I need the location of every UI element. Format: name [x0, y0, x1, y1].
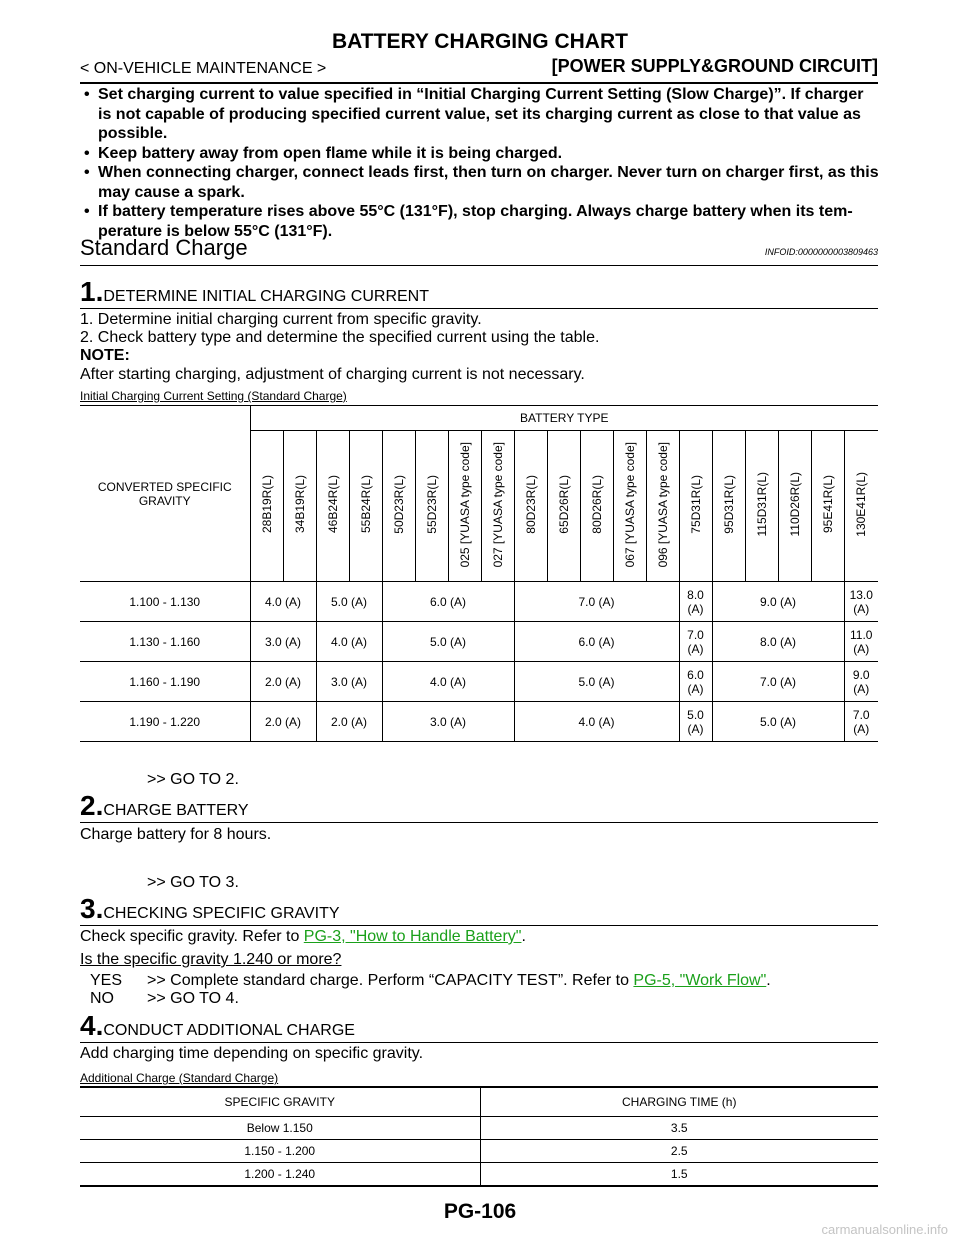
battery-type-label: 50D23R(L) — [391, 475, 406, 534]
current-cell: 2.0 (A) — [250, 702, 316, 742]
battery-type-header-cell — [580, 431, 613, 582]
table-row — [80, 1163, 878, 1187]
table-caption: Initial Charging Current Setting (Standard Charge) — [80, 389, 347, 403]
page-title: BATTERY CHARGING CHART — [332, 30, 628, 53]
current-cell — [844, 622, 878, 662]
step-number: 4. — [80, 1010, 104, 1041]
table-caption: Additional Charge (Standard Charge) — [80, 1071, 279, 1085]
battery-type-header-cell — [712, 431, 745, 582]
battery-type-header-cell — [316, 431, 349, 582]
battery-type-label: 80D26R(L) — [589, 475, 604, 534]
table-row — [80, 1117, 878, 1140]
header-divider — [80, 82, 878, 84]
current-cell: 2.0 (A) — [250, 662, 316, 702]
current-value: 13.0 — [849, 587, 873, 602]
gravity-cell: 1.100 - 1.130 — [80, 582, 250, 622]
battery-type-header-cell — [745, 431, 778, 582]
gravity-cell: 1.150 - 1.200 — [80, 1140, 480, 1163]
current-value: 9.0 — [852, 667, 870, 682]
time-cell: 2.5 — [480, 1140, 878, 1163]
step-title: CONDUCT ADDITIONAL CHARGE — [103, 1022, 355, 1039]
current-cell: 3.0 (A) — [250, 622, 316, 662]
current-cell: 4.0 (A) — [382, 662, 514, 702]
current-cell — [844, 582, 878, 622]
step-number: 1. — [80, 276, 104, 307]
battery-type-label: 027 [YUASA type code] — [490, 441, 505, 568]
battery-type-label: 025 [YUASA type code] — [457, 441, 472, 568]
page-number: PG-106 — [443, 1200, 517, 1223]
step-3-text-post: . — [521, 928, 526, 945]
battery-type-header-cell — [250, 431, 283, 582]
battery-type-label: 130E41R(L) — [854, 472, 869, 537]
battery-type-header-cell — [844, 431, 878, 582]
current-cell: 2.0 (A) — [316, 702, 382, 742]
header-circuit-label: [POWER SUPPLY&GROUND CIRCUIT] — [551, 56, 878, 76]
current-cell — [844, 662, 878, 702]
gravity-cell: 1.200 - 1.240 — [80, 1163, 480, 1187]
yes-text-pre: >> Complete standard charge. Perform “CAPACITY TEST”. Refer to — [147, 972, 634, 989]
step-3-text — [80, 928, 526, 946]
table-row — [80, 662, 878, 702]
current-cell — [679, 582, 712, 622]
table-row — [80, 1140, 878, 1163]
battery-type-label: 55D23R(L) — [424, 475, 439, 534]
battery-type-header-cell — [679, 431, 712, 582]
battery-type-label: 46B24R(L) — [325, 475, 340, 534]
current-unit: (A) — [853, 641, 870, 656]
battery-type-header-cell — [349, 431, 382, 582]
time-cell: 1.5 — [480, 1163, 878, 1187]
current-cell: 5.0 (A) — [316, 582, 382, 622]
battery-type-label: 95E41R(L) — [820, 475, 835, 534]
current-cell: 8.0 (A) — [712, 622, 844, 662]
battery-type-label: 80D23R(L) — [523, 475, 538, 534]
note-label: NOTE: — [80, 347, 130, 364]
step-title: CHARGE BATTERY — [103, 802, 249, 819]
step-title: DETERMINE INITIAL CHARGING CURRENT — [103, 288, 430, 305]
current-cell: 6.0 (A) — [514, 622, 679, 662]
current-unit: (A) — [853, 681, 870, 696]
step-3-heading — [80, 893, 878, 926]
current-cell — [844, 702, 878, 742]
header-section-label: < ON-VEHICLE MAINTENANCE > — [80, 60, 327, 77]
battery-type-label: 65D26R(L) — [556, 475, 571, 534]
battery-type-label: 096 [YUASA type code] — [655, 441, 670, 568]
yes-label: YES — [90, 972, 123, 989]
step-2-heading — [80, 790, 878, 823]
battery-type-label: 28B19R(L) — [259, 475, 274, 534]
table-row — [80, 702, 878, 742]
step-1-line-2: 2. Check battery type and determine the specified current using the table. — [80, 329, 600, 346]
note-text: After starting charging, adjustment of charging current is not necessary. — [80, 366, 585, 383]
table-row — [80, 622, 878, 662]
battery-type-label: 067 [YUASA type code] — [622, 441, 637, 568]
gravity-column-header: CONVERTED SPECIFIC GRAVITY — [80, 406, 250, 582]
link-how-to-handle-battery[interactable]: PG-3, "How to Handle Battery" — [303, 928, 522, 945]
battery-type-header-cell — [613, 431, 646, 582]
battery-type-header-cell — [415, 431, 448, 582]
current-unit: (A) — [687, 641, 704, 656]
current-unit: (A) — [687, 681, 704, 696]
goto-step-2: >> GO TO 2. — [147, 771, 239, 788]
warning-item: • When connecting charger, connect leads first, then turn on charger. Never turn on charger first, as this may cause a spark. — [80, 163, 880, 202]
no-answer: >> GO TO 4. — [147, 990, 239, 1007]
time-cell: 3.5 — [480, 1117, 878, 1140]
current-cell: 6.0 (A) — [382, 582, 514, 622]
additional-charge-table — [80, 1086, 878, 1187]
header-charging-time: CHARGING TIME (h) — [480, 1087, 878, 1117]
battery-type-label: 75D31R(L) — [688, 475, 703, 534]
initial-charging-current-table — [80, 405, 878, 742]
current-cell: 4.0 (A) — [250, 582, 316, 622]
battery-type-label: 95D31R(L) — [721, 475, 736, 534]
warning-item: • Set charging current to value specified in “Initial Charging Current Setting (Slow Charge)”. If charger is not capable of producing specified current value, set its charging current as close to that value as possible. — [80, 85, 880, 144]
gravity-cell: Below 1.150 — [80, 1117, 480, 1140]
current-unit: (A) — [853, 601, 870, 616]
table-header-row — [80, 1087, 878, 1117]
current-unit: (A) — [687, 721, 704, 736]
watermark: carmanualsonline.info — [821, 1222, 948, 1237]
current-unit: (A) — [687, 601, 704, 616]
current-cell: 7.0 (A) — [712, 662, 844, 702]
battery-type-header-cell — [481, 431, 514, 582]
step-4-heading — [80, 1010, 878, 1043]
current-value: 7.0 — [852, 707, 870, 722]
info-id: INFOID:0000000003809463 — [764, 247, 878, 257]
gravity-cell: 1.130 - 1.160 — [80, 622, 250, 662]
current-cell — [679, 702, 712, 742]
step-title: CHECKING SPECIFIC GRAVITY — [103, 905, 340, 922]
battery-type-header-cell — [811, 431, 844, 582]
step-number: 2. — [80, 790, 104, 821]
gravity-cell: 1.190 - 1.220 — [80, 702, 250, 742]
warning-item: • Keep battery away from open flame while it is being charged. — [80, 144, 880, 164]
warning-list — [80, 85, 880, 241]
battery-type-label: 55B24R(L) — [358, 475, 373, 534]
gravity-cell: 1.160 - 1.190 — [80, 662, 250, 702]
current-unit: (A) — [853, 721, 870, 736]
current-cell: 4.0 (A) — [514, 702, 679, 742]
battery-type-label: 115D31R(L) — [754, 472, 769, 537]
current-cell: 4.0 (A) — [316, 622, 382, 662]
battery-type-header-cell — [514, 431, 547, 582]
section-divider — [80, 265, 878, 266]
step-3-question: Is the specific gravity 1.240 or more? — [80, 951, 342, 968]
current-value: 11.0 — [850, 627, 873, 642]
battery-type-label: 110D26R(L) — [787, 472, 802, 537]
step-3-text-pre: Check specific gravity. Refer to — [80, 928, 304, 945]
link-work-flow[interactable]: PG-5, "Work Flow" — [633, 972, 767, 989]
battery-type-label: 34B19R(L) — [292, 475, 307, 534]
current-cell — [679, 662, 712, 702]
yes-answer — [147, 972, 771, 990]
current-value: 6.0 — [687, 667, 704, 682]
battery-type-header-cell — [283, 431, 316, 582]
current-value: 5.0 — [687, 707, 704, 722]
battery-type-header-cell — [547, 431, 580, 582]
battery-type-header-cell — [778, 431, 811, 582]
current-cell: 3.0 (A) — [382, 702, 514, 742]
battery-type-header-cell — [646, 431, 679, 582]
no-label: NO — [90, 990, 114, 1007]
section-title: Standard Charge — [80, 235, 248, 260]
warning-item: • If battery temperature rises above 55°C (131°F), stop charging. Always charge battery when its tem-perature is below 55°C (131°F). — [80, 202, 880, 241]
battery-type-header-cell — [448, 431, 481, 582]
table-row — [80, 582, 878, 622]
current-cell: 3.0 (A) — [316, 662, 382, 702]
current-cell: 5.0 (A) — [712, 702, 844, 742]
step-number: 3. — [80, 893, 104, 924]
step-4-text: Add charging time depending on specific gravity. — [80, 1045, 424, 1062]
header-specific-gravity: SPECIFIC GRAVITY — [80, 1087, 480, 1117]
current-cell: 7.0 (A) — [514, 582, 679, 622]
current-value: 7.0 — [687, 627, 704, 642]
current-cell: 5.0 (A) — [382, 622, 514, 662]
step-1-heading — [80, 276, 878, 309]
battery-type-header-cell — [382, 431, 415, 582]
current-cell: 9.0 (A) — [712, 582, 844, 622]
current-value: 8.0 — [687, 587, 704, 602]
current-cell: 5.0 (A) — [514, 662, 679, 702]
yes-text-post: . — [766, 972, 771, 989]
goto-step-3: >> GO TO 3. — [147, 874, 239, 891]
current-cell — [679, 622, 712, 662]
step-1-line-1: 1. Determine initial charging current from specific gravity. — [80, 311, 482, 328]
step-2-text: Charge battery for 8 hours. — [80, 826, 272, 843]
battery-type-header: BATTERY TYPE — [250, 406, 878, 431]
